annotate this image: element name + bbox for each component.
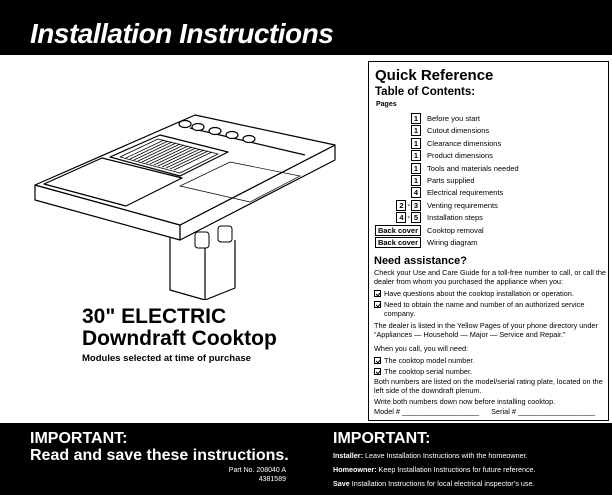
important-note-line	[333, 479, 535, 488]
toc-page-ref	[411, 163, 421, 174]
toc-entry-text: Before you start	[427, 114, 480, 123]
toc-page-ref	[375, 225, 421, 236]
toc-row	[369, 212, 610, 224]
checkbox-icon	[374, 290, 381, 297]
page-range-separator: -	[407, 201, 410, 209]
note-text: Leave Installation Instructions with the homeowner.	[362, 451, 528, 460]
rating-plate-info: Both numbers are listed on the model/serial rating plate, located on the left side of the downdraft plenum.	[374, 377, 603, 396]
page-number-box: 5	[411, 212, 421, 223]
toc-row	[369, 150, 610, 162]
toc-row	[369, 138, 610, 150]
toc-title: Table of Contents:	[375, 86, 476, 98]
write-numbers-note: Write both numbers down now before installing cooktop.	[374, 397, 556, 406]
page-number-box: 1	[411, 138, 421, 149]
toc-page-ref	[396, 200, 421, 211]
page-number-box: 1	[411, 125, 421, 136]
note-label: Save	[333, 479, 350, 488]
assistance-intro: Check your Use and Care Guide for a toll-free number to call, or call the dealer from whom you purchased the appliance when you:	[374, 268, 606, 287]
need-assistance-title: Need assistance?	[374, 255, 467, 267]
checkbox-icon	[374, 357, 381, 364]
toc-page-ref	[411, 150, 421, 161]
note-label: Homeowner:	[333, 465, 377, 474]
toc-entry-text: Cooktop removal	[427, 225, 484, 235]
page-number-box: Back cover	[375, 237, 421, 248]
part-number: Part No. 208040 A 4381589	[228, 467, 286, 483]
toc-row	[369, 200, 610, 212]
toc-row	[369, 125, 610, 137]
toc-page-ref	[411, 187, 421, 198]
model-serial-fields	[374, 407, 595, 416]
checklist-item: The cooktop model number.	[374, 356, 606, 365]
toc-page-ref	[411, 175, 421, 186]
toc-row	[369, 225, 610, 237]
toc-entry-text: Venting requirements	[427, 200, 498, 210]
toc-entry-text: Installation steps	[427, 213, 483, 223]
quick-reference-title: Quick Reference	[375, 67, 494, 84]
toc-page-ref	[411, 113, 421, 124]
quick-reference-box	[368, 61, 609, 421]
page-range-separator: -	[407, 214, 410, 222]
checklist-item: The cooktop serial number.	[374, 367, 606, 376]
product-type: 30" ELECTRIC	[82, 305, 227, 328]
call-needs-intro: When you call, you will need:	[374, 344, 469, 353]
page-number-box: 4	[411, 187, 421, 198]
serial-field[interactable]: Serial # ___________________	[491, 407, 596, 416]
checklist-item: Have questions about the cooktop installation or operation.	[374, 289, 606, 298]
page-number-box: 1	[411, 163, 421, 174]
note-text: Keep Installation Instructions for future reference.	[376, 465, 536, 474]
toc-row	[369, 113, 610, 125]
toc-entry-text: Clearance dimensions	[427, 138, 502, 148]
pages-label: Pages	[376, 101, 397, 108]
toc-entry-text: Product dimensions	[427, 151, 493, 161]
model-field[interactable]: Model # ___________________	[374, 407, 480, 416]
page-number-box: 3	[411, 200, 421, 211]
toc-row	[369, 237, 610, 249]
note-label: Installer:	[333, 451, 363, 460]
important-heading-right: IMPORTANT:	[333, 430, 431, 447]
toc-entry-text: Tools and materials needed	[427, 163, 519, 173]
checkbox-icon	[374, 301, 381, 308]
page-number-box: 1	[411, 150, 421, 161]
page-number-box: 2	[396, 200, 406, 211]
important-note-line	[333, 451, 528, 460]
toc-entry-text: Wiring diagram	[427, 238, 478, 247]
toc-page-ref	[411, 125, 421, 136]
read-save-notice: Read and save these instructions.	[30, 447, 289, 464]
page-number-box: Back cover	[375, 225, 421, 236]
cooktop-illustration	[30, 100, 350, 300]
toc-entry-text: Parts supplied	[427, 176, 475, 185]
product-note: Modules selected at time of purchase	[82, 353, 251, 364]
toc-row	[369, 187, 610, 199]
toc-page-ref	[375, 237, 421, 248]
toc-entry-text: Electrical requirements	[427, 188, 504, 198]
page-number-box: 1	[411, 175, 421, 186]
header-bar	[0, 0, 612, 55]
toc-row	[369, 163, 610, 175]
page-title: Installation Instructions	[30, 18, 334, 49]
checklist-item: Need to obtain the name and number of an authorized service company.	[374, 300, 606, 319]
note-text: Installation Instructions for local electrical inspector’s use.	[349, 479, 535, 488]
toc-page-ref	[396, 212, 421, 223]
toc-page-ref	[411, 138, 421, 149]
page-number-box: 1	[411, 113, 421, 124]
product-name: Downdraft Cooktop	[82, 327, 277, 350]
important-note-line	[333, 465, 536, 474]
dealer-info: The dealer is listed in the Yellow Pages of your phone directory under “Appliances — Household — Major — Service and Repair.”	[374, 321, 598, 340]
toc-row	[369, 175, 610, 187]
toc-entry-text: Cutout dimensions	[427, 126, 490, 136]
checkbox-icon	[374, 368, 381, 375]
product-title-block	[82, 306, 277, 364]
page-number-box: 4	[396, 212, 406, 223]
footer-bar	[0, 423, 612, 495]
important-heading-left: IMPORTANT:	[30, 430, 128, 447]
